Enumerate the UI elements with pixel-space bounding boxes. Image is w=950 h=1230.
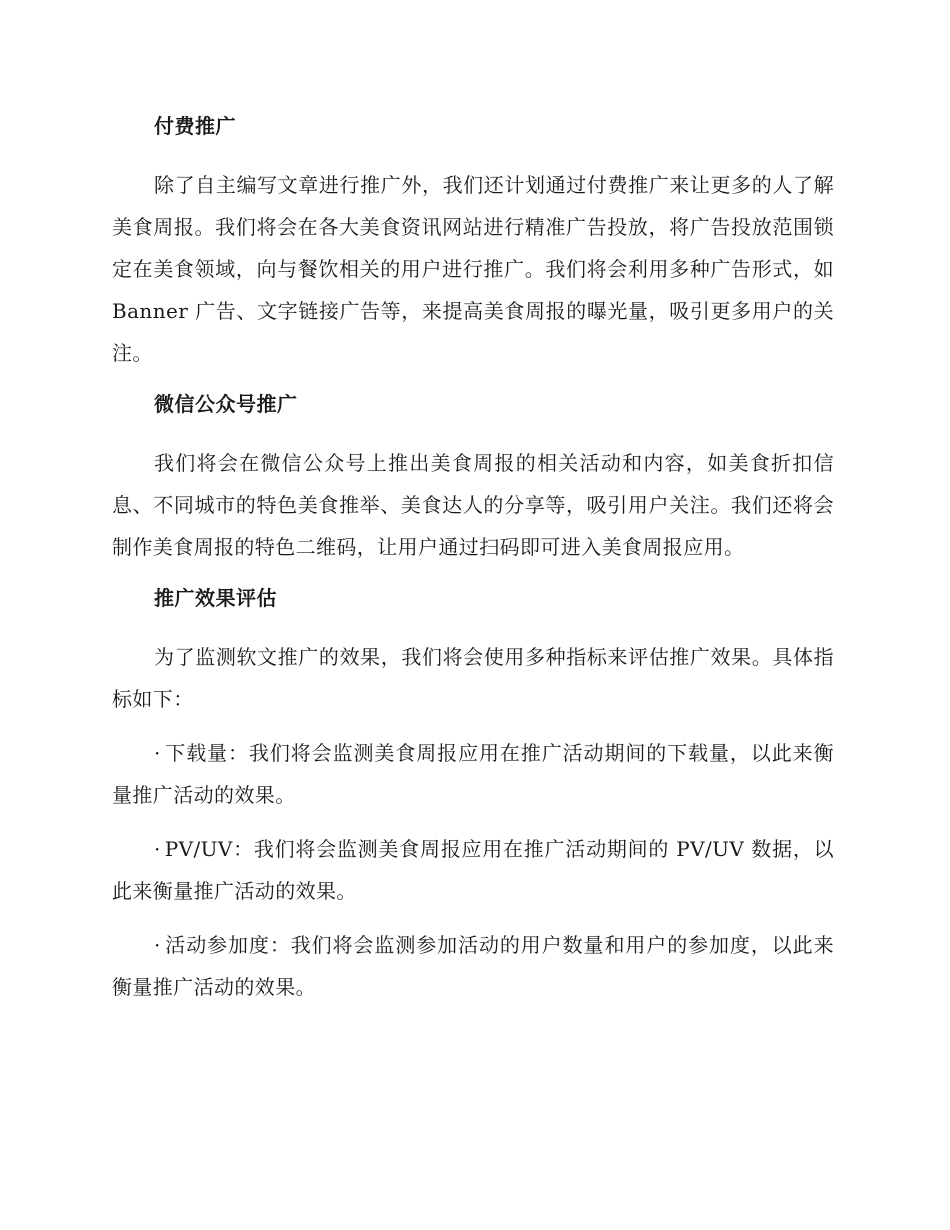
bullet-mark: · [154,741,161,765]
bullet-item-downloads [112,732,834,816]
section-paragraph-wechat-promotion: 我们将会在微信公众号上推出美食周报的相关活动和内容，如美食折扣信息、不同城市的特色美食推举、美食达人的分享等，吸引用户关注。我们还将会制作美食周报的特色二维码，让用户通过扫码即可进入美食周报应用。 [112,451,834,559]
section-heading-paid-promotion: 付费推广 [154,114,236,138]
bullet-text: 活动参加度：我们将会监测参加活动的用户数量和用户的参加度，以此来衡量推广活动的效果。 [112,933,834,999]
section-paragraph-paid-promotion: 除了自主编写文章进行推广外，我们还计划通过付费推广来让更多的人了解美食周报。我们将会在各大美食资讯网站进行精准广告投放，将广告投放范围锁定在美食领域，向与餐饮相关的用户进行推广。我们将会利用多种广告形式，如 Banner 广告、文字链接广告等，来提高美食周报的曝光量，吸引更多用户的关注。 [112,173,834,365]
section-heading-wechat-promotion: 微信公众号推广 [154,392,298,416]
document-page [112,108,834,1020]
bullet-text: 下载量：我们将会监测美食周报应用在推广活动期间的下载量，以此来衡量推广活动的效果。 [112,741,834,807]
bullet-item-pv-uv [112,828,834,912]
bullet-text: PV/UV：我们将会监测美食周报应用在推广活动期间的 PV/UV 数据，以此来衡量推广活动的效果。 [112,837,834,903]
bullet-mark: · [154,837,161,861]
section-heading-effect-evaluation: 推广效果评估 [154,586,277,610]
bullet-item-participation [112,924,834,1008]
section-paragraph-effect-evaluation: 为了监测软文推广的效果，我们将会使用多种指标来评估推广效果。具体指标如下： [112,645,834,711]
bullet-mark: · [154,933,161,957]
